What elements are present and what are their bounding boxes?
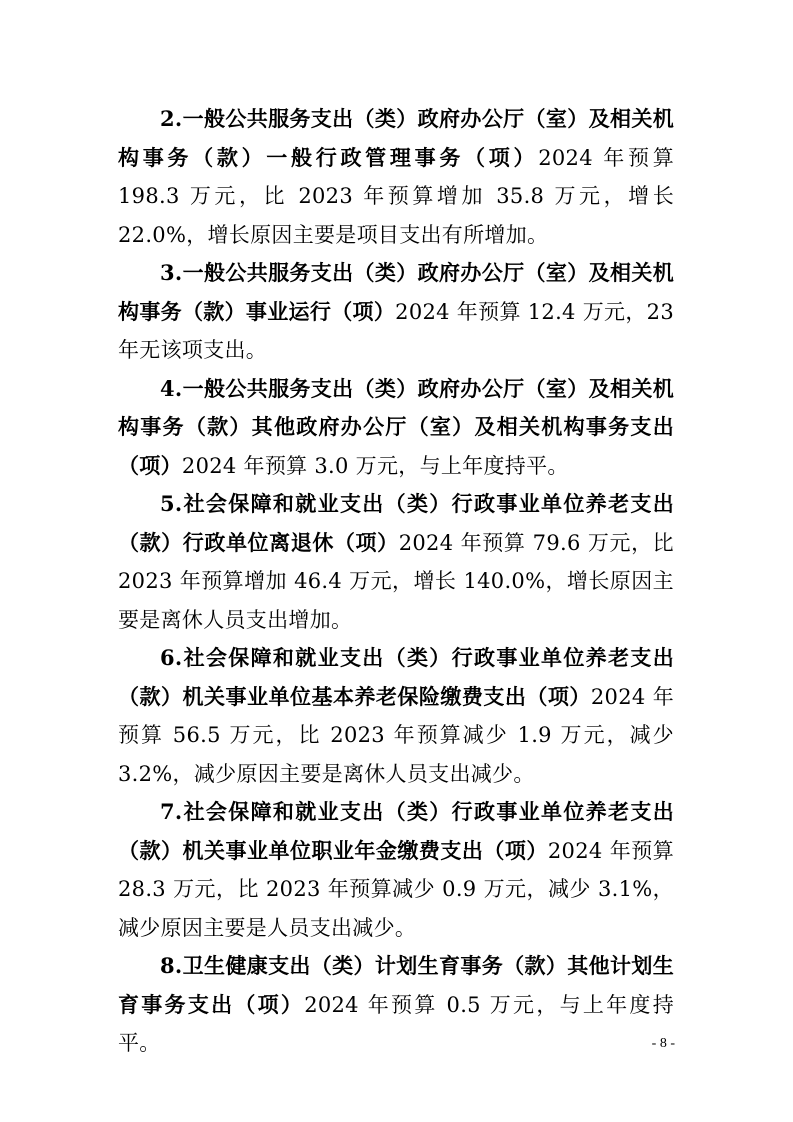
paragraph-item-8 xyxy=(118,947,674,1063)
paragraph-text: 2024 年预算 0.5 万元，与上年度持平。 xyxy=(118,992,674,1055)
paragraph-text: 2024 年预算 3.0 万元，与上年度持平。 xyxy=(181,453,569,478)
paragraph-heading: 4.一般公共服务支出（类）政府办公厅（室）及相关机构事务（款）其他政府办公厅（室）及相关机构事务支出（项） xyxy=(118,375,674,478)
page-number: - 8 - xyxy=(651,1036,675,1051)
paragraph-item-6 xyxy=(118,639,674,793)
paragraph-item-4 xyxy=(118,370,674,486)
paragraph-text: 2024 年预算 198.3 万元，比 2023 年预算增加 35.8 万元，增长 22.0%，增长原因主要是项目支出有所增加。 xyxy=(118,145,674,247)
paragraph-item-7 xyxy=(118,793,674,947)
paragraph-heading: 5.社会保障和就业支出（类）行政事业单位养老支出（款）行政单位离退休（项） xyxy=(118,491,674,555)
paragraph-text: 2024 年预算 28.3 万元，比 2023 年预算减少 0.9 万元，减少 3.1%，减少原因主要是人员支出减少。 xyxy=(118,838,674,940)
document-body xyxy=(118,100,674,1063)
paragraph-heading: 8.卫生健康支出（类）计划生育事务（款）其他计划生育事务支出（项） xyxy=(118,953,674,1017)
paragraph-heading: 7.社会保障和就业支出（类）行政事业单位养老支出（款）机关事业单位职业年金缴费支出（项） xyxy=(118,799,674,863)
paragraph-text: 2024 年预算 79.6 万元，比 2023 年预算增加 46.4 万元，增长 140.0%，增长原因主要是离休人员支出增加。 xyxy=(118,530,674,632)
paragraph-item-2 xyxy=(118,100,674,254)
paragraph-item-3 xyxy=(118,254,674,370)
paragraph-heading: 6.社会保障和就业支出（类）行政事业单位养老支出（款）机关事业单位基本养老保险缴费支出（项） xyxy=(118,645,674,709)
paragraph-heading: 3.一般公共服务支出（类）政府办公厅（室）及相关机构事务（款）事业运行（项） xyxy=(118,260,674,324)
paragraph-heading: 2.一般公共服务支出（类）政府办公厅（室）及相关机构事务（款）一般行政管理事务（项） xyxy=(118,106,674,170)
paragraph-text: 2024 年预算 56.5 万元，比 2023 年预算减少 1.9 万元，减少 3.2%，减少原因主要是离休人员支出减少。 xyxy=(118,684,674,786)
paragraph-text: 2024 年预算 12.4 万元，23 年无该项支出。 xyxy=(118,299,674,362)
paragraph-item-5 xyxy=(118,485,674,639)
